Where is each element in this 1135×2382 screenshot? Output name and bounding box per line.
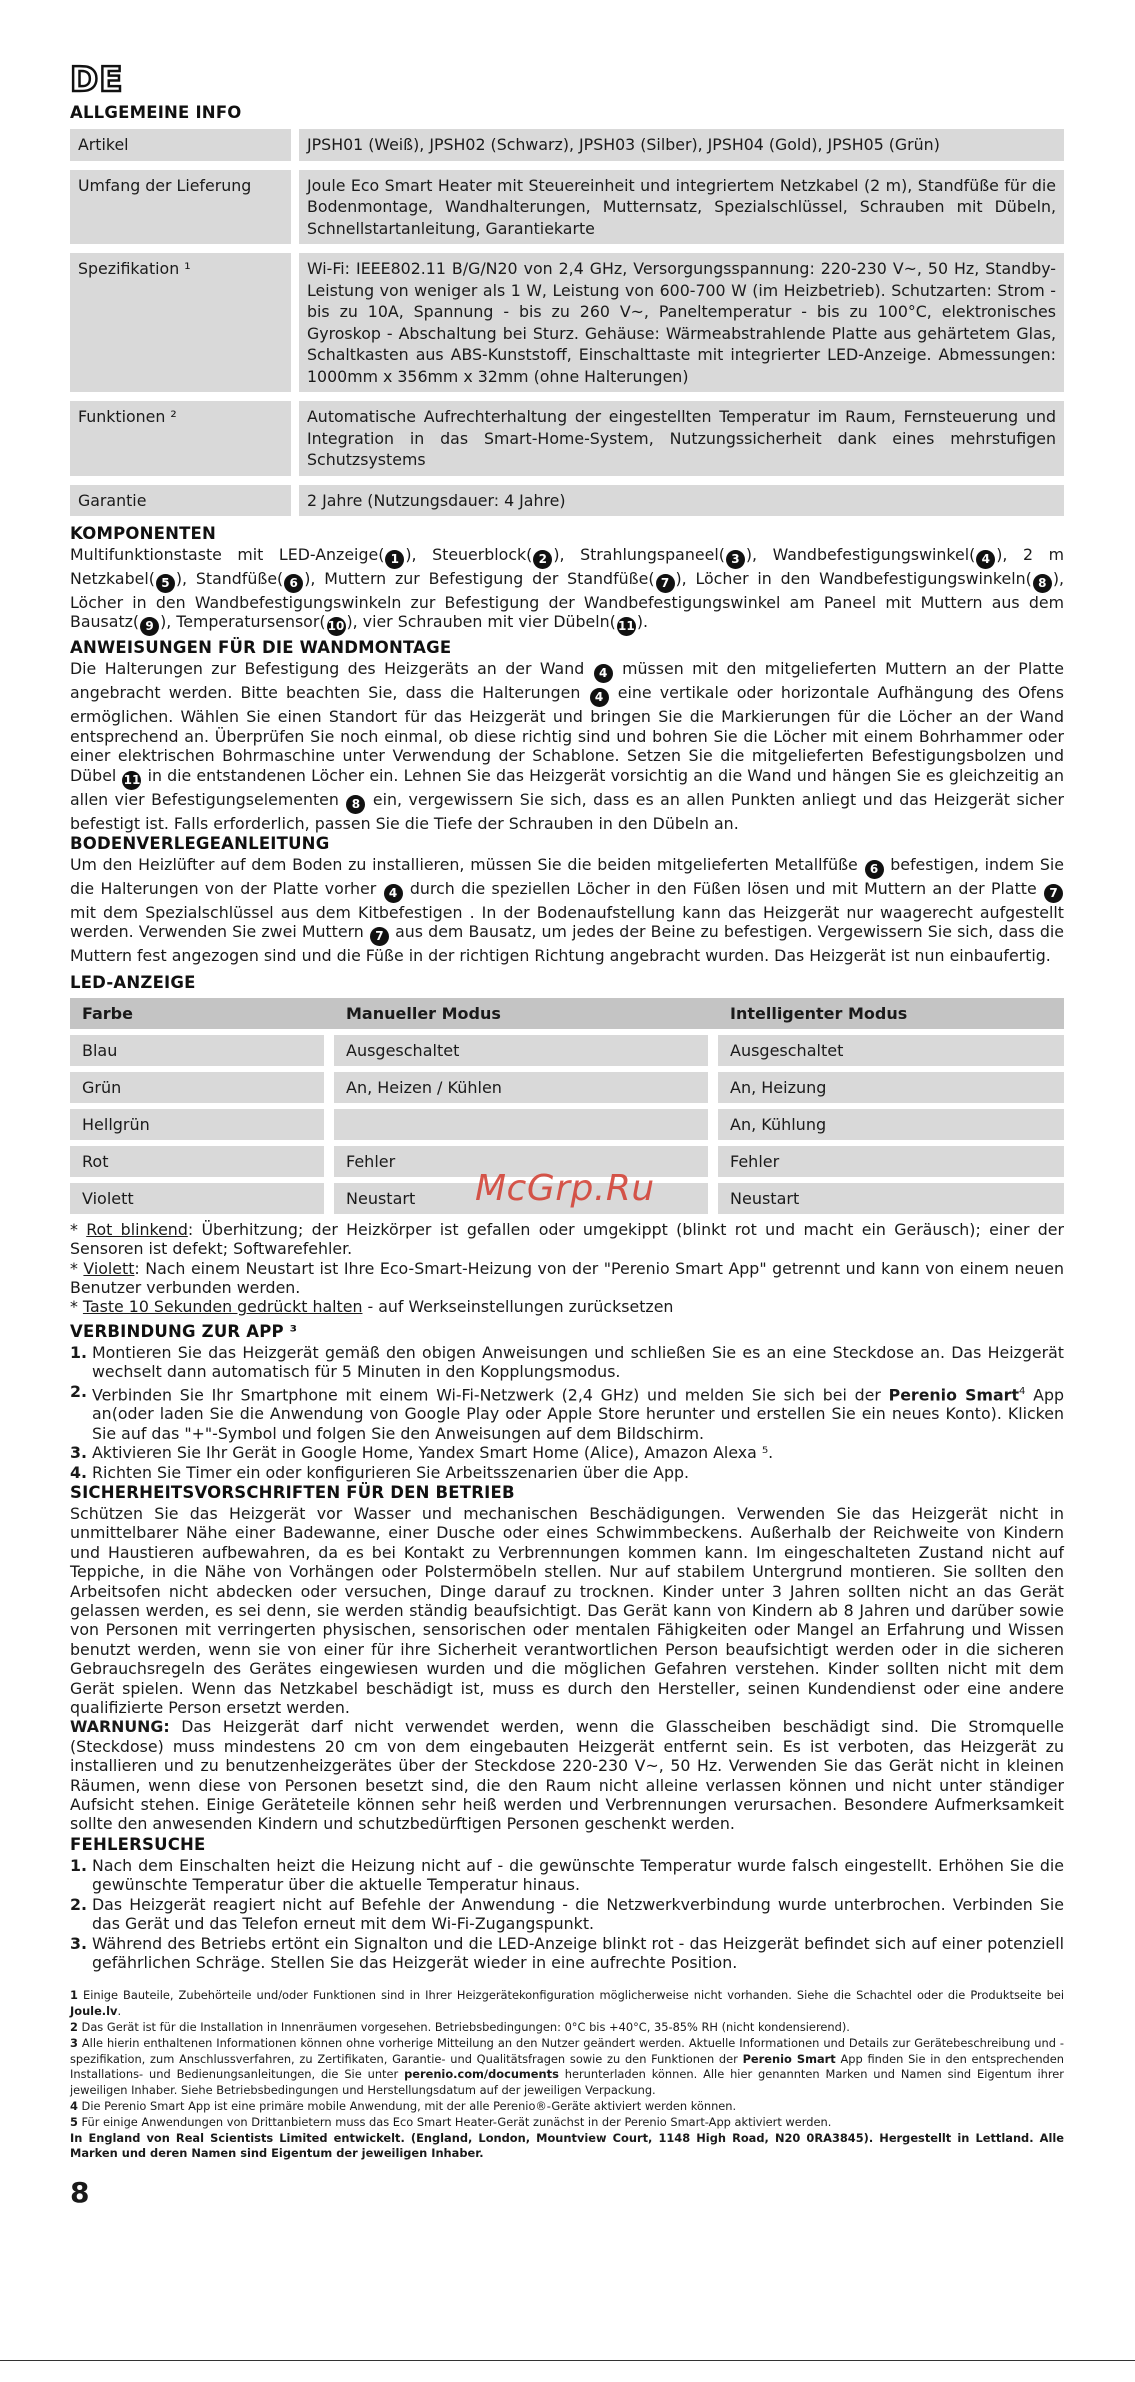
info-key: Garantie xyxy=(70,485,291,517)
step-text: Das Heizgerät reagiert nicht auf Befehle der Anwendung - die Netzwerkverbindung wurde unterbrochen. Verbinden Sie das Gerät und das Telefon erneut mit dem Wi-Fi-Zugangspunkt. xyxy=(92,1894,1064,1934)
text-fragment: durch die speziellen Löcher in den Füßen lösen und mit Muttern an der Platte xyxy=(403,879,1043,899)
info-key: Artikel xyxy=(70,129,291,161)
app-steps xyxy=(70,1343,1064,1482)
callout-number-icon: 10 xyxy=(327,617,346,636)
led-gap xyxy=(708,1183,718,1214)
text-fragment: in die entstandenen Löcher ein. Lehnen Sie das Heizgerät vorsichtig an die Wand und hängen Sie es gleichzeitig an allen vier Befestigungselementen xyxy=(70,765,1064,809)
app-heading: VERBINDUNG ZUR APP ³ xyxy=(70,1321,298,1341)
step-number: 1. xyxy=(70,1342,87,1362)
manual-page xyxy=(70,60,1064,2209)
led-notes xyxy=(70,1220,1064,1317)
step-number: 3. xyxy=(70,1933,87,1953)
led-cell: An, Kühlung xyxy=(718,1109,1064,1140)
led-cell: Violett xyxy=(70,1183,324,1214)
led-cell: An, Heizung xyxy=(718,1072,1064,1103)
footnote-5-number: 5 xyxy=(70,2114,78,2129)
joule-link[interactable]: Joule.lv xyxy=(70,2004,118,2019)
note-prefix: * xyxy=(70,1258,84,1278)
callout-number-icon: 4 xyxy=(594,664,613,683)
led-heading: LED-ANZEIGE xyxy=(70,972,196,992)
perenio-documents-link[interactable]: perenio.com/documents xyxy=(404,2067,559,2082)
led-row xyxy=(70,1035,1064,1066)
app-step xyxy=(70,1343,1064,1382)
general-info-heading: ALLGEMEINE INFO xyxy=(70,103,242,122)
led-cell: Rot xyxy=(70,1146,324,1177)
troubleshooting-step xyxy=(70,1856,1064,1895)
note-term: Rot blinkend xyxy=(86,1219,188,1239)
callout-number-icon: 11 xyxy=(122,771,141,790)
led-gap xyxy=(708,1035,718,1066)
app-step xyxy=(70,1463,1064,1482)
text-fragment: ), Muttern zur Befestigung der Standfüße( xyxy=(304,569,655,588)
app-step xyxy=(70,1382,1064,1443)
info-key: Spezifikation ¹ xyxy=(70,253,291,392)
info-row xyxy=(70,253,1064,392)
footnote-ref: 4 xyxy=(1019,1385,1026,1397)
footnote-4-text: Die Perenio Smart App ist eine primäre mobile Anwendung, mit der alle Perenio®-Geräte aktiviert werden können. xyxy=(77,2098,737,2113)
floor-mounting-heading: BODENVERLEGEANLEITUNG xyxy=(70,834,330,854)
led-cell: Neustart xyxy=(718,1183,1064,1214)
callout-number-icon: 8 xyxy=(346,795,365,814)
callout-number-icon: 4 xyxy=(384,884,403,903)
text-fragment: Multifunktionstaste mit LED-Anzeige( xyxy=(70,545,385,564)
floor-mounting-text xyxy=(70,855,1064,966)
led-gap xyxy=(324,998,334,1029)
led-gap xyxy=(324,1109,334,1140)
callout-number-icon: 5 xyxy=(156,574,175,593)
led-gap xyxy=(708,998,718,1029)
text-fragment: ). xyxy=(636,612,649,632)
led-column-header: Manueller Modus xyxy=(334,998,708,1029)
text-fragment: ), Temperatursensor( xyxy=(160,612,326,632)
components-text xyxy=(70,545,1064,636)
led-column-header: Intelligenter Modus xyxy=(718,998,1064,1029)
text-fragment: Die Halterungen zur Befestigung des Heizgeräts an der Wand xyxy=(70,659,593,679)
bottom-rule xyxy=(0,2360,1135,2361)
step-text: Verbinden Sie Ihr Smartphone mit einem Wi-Fi-Netzwerk (2,4 GHz) und melden Sie sich bei der xyxy=(92,1384,889,1404)
led-note xyxy=(70,1259,1064,1298)
info-gap xyxy=(291,253,299,392)
info-value: 2 Jahre (Nutzungsdauer: 4 Jahre) xyxy=(299,485,1064,517)
text-fragment: ), Standfüße( xyxy=(175,569,284,588)
step-text: Während des Betriebs ertönt ein Signalton und die LED-Anzeige blinkt rot - das Heizgerät befindet sich auf einer potenziell gefährlichen Schräge. Stellen Sie das Heizgerät wieder in eine aufrechte Position. xyxy=(92,1933,1064,1972)
info-row xyxy=(70,401,1064,476)
components-heading: KOMPONENTEN xyxy=(70,524,217,543)
troubleshooting-step xyxy=(70,1934,1064,1973)
wall-mounting-heading: ANWEISUNGEN FÜR DIE WANDMONTAGE xyxy=(70,638,452,658)
troubleshooting-heading: FEHLERSUCHE xyxy=(70,1834,206,1854)
step-number: 1. xyxy=(70,1855,87,1875)
text-fragment: aus dem Bausatz, um jedes der Beine zu befestigen. Vergewissern Sie sich, dass die Muttern fest angezogen sind und die Füße in der richtigen Richtung angebracht wurden. Das Heizgerät ist nun einbaufertig. xyxy=(70,922,1064,966)
text-fragment: mit dem Spezialschlüssel aus dem Kitbefestigen . In der Bodenaufstellung kann das Heizgerät nur waagerecht aufgestellt werden. Verwenden Sie zwei Muttern xyxy=(70,903,1064,942)
warning-label: WARNUNG: xyxy=(70,1717,170,1737)
led-cell: Ausgeschaltet xyxy=(334,1035,708,1066)
app-step xyxy=(70,1443,1064,1462)
safety-text: Schützen Sie das Heizgerät vor Wasser und mechanischen Beschädigungen. Verwenden Sie das Heizgerät nicht in unmittelbarer Nähe einer Badewanne, einer Dusche oder eines Schwimmbeckens. Außerhalb der Reichweite von Kindern und Haustieren aufbewahren, da es bei Kontakt zu Verbrennungen kommen kann. Im eingeschalteten Zustand nicht auf Teppiche, in die Nähe von Vorhängen oder Polstermöbeln stellen. Nur auf stabilem Untergrund montieren. Sie sollten den Arbeitsofen nicht abdecken oder versuchen, Dinge darauf zu trocknen. Kinder unter 3 Jahren sollten nicht an das Gerät gelassen werden, es sei denn, sie werden ständig beaufsichtigt. Das Gerät kann von Kindern ab 8 Jahren und darüber sowie von Personen mit verringerten physischen, sensorischen oder mentalen Fähigkeiten oder Mangel an Erfahrung und Wissen benutzt werden, wenn sie von einer für ihre Sicherheit verantwortlichen Person beaufsichtigt werden oder in die sicheren Gebrauchsregeln des Gerätes eingewiesen wurden und die möglichen Gefahren verstehen. Kinder sollten nicht mit dem Gerät spielen. Wenn das Netzkabel beschädigt ist, muss es durch den Hersteller, seinen Kundendienst oder eine andere qualifizierte Person ersetzt werden. xyxy=(70,1503,1064,1718)
wall-mounting-text xyxy=(70,659,1064,833)
callout-number-icon: 11 xyxy=(617,617,636,636)
app-name: Perenio Smart xyxy=(888,1384,1020,1404)
warning-text xyxy=(70,1717,1064,1833)
info-row xyxy=(70,170,1064,245)
step-text: Aktivieren Sie Ihr Gerät in Google Home, Yandex Smart Home (Alice), Amazon Alexa ⁵. xyxy=(92,1443,774,1463)
troubleshooting-step xyxy=(70,1895,1064,1934)
led-column-header: Farbe xyxy=(70,998,324,1029)
led-cell xyxy=(334,1109,708,1140)
info-value: Wi-Fi: IEEE802.11 B/G/N20 von 2,4 GHz, Versorgungsspannung: 220-230 V~, 50 Hz, Standby-Leistung von weniger als 1 W, Leistung von 600-700 W (im Heizbetrieb). Schutzarten: Strom - bis zu 10A, Spannung - bis zu 260 V~, Paneltemperatur - bis zu 100°C, elektronisches Gyroskop - Abschaltung bei Sturz. Gehäuse: Wärmeabstrahlende Platte aus gehärtetem Glas, Schaltkasten aus ABS-Kunststoff, Einschalttaste mit integrierter LED-Anzeige. Abmessungen: 1000mm x 356mm x 32mm (ohne Halterungen) xyxy=(299,253,1064,392)
led-cell: Neustart xyxy=(334,1183,708,1214)
led-header-row xyxy=(70,998,1064,1029)
general-info-table xyxy=(70,120,1064,525)
info-key: Funktionen ² xyxy=(70,401,291,476)
footnote-3 xyxy=(70,2036,1064,2099)
info-value: JPSH01 (Weiß), JPSH02 (Schwarz), JPSH03 (Silber), JPSH04 (Gold), JPSH05 (Grün) xyxy=(299,129,1064,161)
text-fragment: ), Löcher in den Wandbefestigungswinkeln zur Befestigung der Wandbefestigungswinkel am Paneel mit Muttern aus dem Bausatz( xyxy=(70,569,1064,632)
footnote-4-number: 4 xyxy=(70,2098,78,2113)
step-number: 2. xyxy=(70,1381,87,1401)
note-term: Taste 10 Sekunden gedrückt halten xyxy=(82,1297,363,1317)
note-term: Violett xyxy=(83,1258,135,1278)
led-cell: Blau xyxy=(70,1035,324,1066)
footnote-3-mid: App finden Sie in den entsprechenden Installations- und Bedienungsanleitungen, die Sie unter xyxy=(70,2051,1065,2082)
footnote-1-end: . xyxy=(117,2004,122,2019)
text-fragment: Um den Heizlüfter auf dem Boden zu installieren, müssen Sie die beiden mitgelieferten Metallfüße xyxy=(70,855,864,875)
step-text: Richten Sie Timer ein oder konfigurieren Sie Arbeitsszenarien über die App. xyxy=(92,1462,690,1482)
text-fragment: ), Wandbefestigungswinkel( xyxy=(745,545,976,564)
text-fragment: müssen mit den mitgelieferten Muttern an der Platte angebracht werden. Bitte beachten Sie, dass die Halterungen xyxy=(70,659,1064,703)
text-fragment: befestigen, indem Sie die Halterungen von der Platte vorher xyxy=(70,855,1064,899)
callout-number-icon: 7 xyxy=(370,927,389,946)
led-cell: Fehler xyxy=(334,1146,708,1177)
watermark-logo: McGrp.Ru xyxy=(475,1168,655,1209)
page-number: 8 xyxy=(70,2176,90,2210)
callout-number-icon: 6 xyxy=(865,860,884,879)
info-row xyxy=(70,485,1064,517)
footnote-4 xyxy=(70,2099,1064,2115)
info-value: Automatische Aufrechterhaltung der eingestellten Temperatur im Raum, Fernsteuerung und Integration in das Smart-Home-System, Nutzungssicherheit dank eines mehrstufigen Schutzsystems xyxy=(299,401,1064,476)
led-cell: Ausgeschaltet xyxy=(718,1035,1064,1066)
text-fragment: eine vertikale oder horizontale Aufhängung des Ofens ermöglichen. Wählen Sie einen Standort für das Heizgerät und bringen Sie die Markierungen für die Löcher an der Wand entsprechend an. Überprüfen Sie noch einmal, ob diese richtig sind und bohren Sie die Löcher mit einem Bohrhammer oder einer elektrischen Bohrmaschine unter Verwendung der Schablone. Setzen Sie die mitgelieferten Befestigungsbolzen und Dübel xyxy=(70,683,1064,785)
footnote-2 xyxy=(70,2020,1064,2036)
info-key: Umfang der Lieferung xyxy=(70,170,291,245)
led-gap xyxy=(324,1072,334,1103)
footnote-1-text: Einige Bauteile, Zubehörteile und/oder Funktionen sind in Ihrer Heizgerätekonfiguration möglicherweise nicht vorhanden. Siehe die Schachtel oder die Produktseite bei xyxy=(77,1988,1064,2003)
footnote-3-text: Alle hierin enthaltenen Informationen können ohne vorherige Mitteilung an den Nutzer geändert werden. Aktuelle Informationen und Details zur Gerätebeschreibung und -spezifikation, zum Anschlussverfahren, zu Zertifikaten, Garantie- und Qualitätsfragen sowie zu den Funktionen der xyxy=(70,2035,1064,2066)
text-fragment: ein, vergewissern Sie sich, dass es an allen Punkten anliegt und das Heizgerät sicher befestigt ist. Falls erforderlich, passen Sie die Tiefe der Schrauben in den Dübeln an. xyxy=(70,789,1065,833)
footnote-5 xyxy=(70,2115,1064,2131)
led-row xyxy=(70,1109,1064,1140)
perenio-smart-name: Perenio Smart xyxy=(742,2051,836,2066)
step-text: Nach dem Einschalten heizt die Heizung nicht auf - die gewünschte Temperatur wurde falsch eingestellt. Erhöhen Sie die gewünschte Temperatur über die aktuelle Temperatur hinaus. xyxy=(92,1855,1064,1895)
led-note xyxy=(70,1297,1064,1316)
step-text: Montieren Sie das Heizgerät gemäß den obigen Anweisungen und schließen Sie es an eine Steckdose an. Das Heizgerät wechselt dann automatisch für 5 Minuten in den Kopplungsmodus. xyxy=(92,1342,1064,1382)
info-gap xyxy=(291,129,299,161)
callout-number-icon: 4 xyxy=(590,688,609,707)
led-gap xyxy=(708,1072,718,1103)
footnote-3-end: herunterladen können. Alle hier genannten Marken und Namen sind Eigentum ihrer jeweiligen Inhaber. Siehe Betriebsbedingungen und Herstellungsdatum auf der jeweiligen Verpackung. xyxy=(70,2067,1064,2098)
callout-number-icon: 2 xyxy=(533,550,552,569)
step-text-end: App an(oder laden Sie die Anwendung von Google Play oder Apple Store herunter und erstellen Sie ein neues Konto). Klicken Sie auf das "+"-Symbol und folgen Sie den Anweisungen auf dem Bildschirm. xyxy=(92,1384,1065,1443)
footnote-1-number: 1 xyxy=(70,1988,78,2003)
led-cell: Fehler xyxy=(718,1146,1064,1177)
step-number: 2. xyxy=(70,1894,87,1914)
text-fragment: ), Löcher in den Wandbefestigungswinkeln( xyxy=(675,569,1032,588)
info-gap xyxy=(291,401,299,476)
footnote-2-number: 2 xyxy=(70,2019,78,2034)
note-text: - auf Werkseinstellungen zurücksetzen xyxy=(362,1297,674,1317)
info-gap xyxy=(291,170,299,245)
callout-number-icon: 6 xyxy=(284,574,303,593)
footnote-2-text: Das Gerät ist für die Installation in Innenräumen vorgesehen. Betriebsbedingungen: 0°C bis +40°C, 35-85% RH (nicht kondensierend). xyxy=(77,2019,850,2034)
callout-number-icon: 7 xyxy=(1044,884,1063,903)
callout-number-icon: 4 xyxy=(976,550,995,569)
callout-number-icon: 1 xyxy=(385,550,404,569)
led-cell: An, Heizen / Kühlen xyxy=(334,1072,708,1103)
info-value: Joule Eco Smart Heater mit Steuereinheit und integriertem Netzkabel (2 m), Standfüße für die Bodenmontage, Wandhalterungen, Mutternsatz, Spezialschlüssel, Schrauben mit Dübeln, Schnellstartanleitung, Garantiekarte xyxy=(299,170,1064,245)
language-label: DE xyxy=(70,60,124,100)
step-number: 3. xyxy=(70,1443,87,1463)
safety-heading: SICHERHEITSVORSCHRIFTEN FÜR DEN BETRIEB xyxy=(70,1482,515,1502)
led-gap xyxy=(324,1035,334,1066)
led-row xyxy=(70,1072,1064,1103)
info-gap xyxy=(291,485,299,517)
text-fragment: ), 2 m Netzkabel( xyxy=(70,545,1064,588)
note-prefix: * xyxy=(70,1219,87,1239)
step-number: 4. xyxy=(70,1462,87,1482)
note-text: : Überhitzung; der Heizkörper ist gefallen oder umgekippt (blinkt rot und macht ein Geräusch); einer der Sensoren ist defekt; Softwarefehler. xyxy=(70,1219,1065,1259)
info-row xyxy=(70,129,1064,161)
footnote-1 xyxy=(70,1988,1064,2020)
note-text: : Nach einem Neustart ist Ihre Eco-Smart-Heizung von der "Perenio Smart App" getrennt und kann von einem neuen Benutzer verbunden werden. xyxy=(70,1258,1064,1298)
text-fragment: ), vier Schrauben mit vier Dübeln( xyxy=(346,612,616,632)
callout-number-icon: 3 xyxy=(726,550,745,569)
text-fragment: ), Strahlungspaneel( xyxy=(553,545,725,564)
led-gap xyxy=(708,1109,718,1140)
callout-number-icon: 8 xyxy=(1033,574,1052,593)
troubleshooting-steps xyxy=(70,1856,1064,1972)
warning-body: Das Heizgerät darf nicht verwendet werden, wenn die Glasscheiben beschädigt sind. Die Stromquelle (Steckdose) muss mindestens 20 cm von dem eingebauten Heizgerät entfernt sein. Es ist verboten, das Heizgerät zu installieren und zu benutzenheizgerätes über der Steckdose 220-230 V~, 50 Hz. Verwenden Sie das Gerät nicht in kleinen Räumen, wenn diese von Personen besetzt sind, die den Raum nicht alleine verlassen können und nicht unter ständiger Aufsicht stehen. Einige Geräteteile können sehr heiß werden und Verbrennungen verursachen. Besondere Aufmerksamkeit sollte den anwesenden Kindern und schutzbedürftigen Personen geschenkt werden. xyxy=(70,1717,1064,1834)
callout-number-icon: 9 xyxy=(140,617,159,636)
footnote-3-number: 3 xyxy=(70,2035,78,2050)
led-note xyxy=(70,1220,1064,1259)
footnote-5-text: Für einige Anwendungen von Drittanbietern muss das Eco Smart Heater-Gerät zunächst in der Perenio Smart-App aktiviert werden. xyxy=(77,2114,832,2129)
led-cell: Hellgrün xyxy=(70,1109,324,1140)
text-fragment: ), Steuerblock( xyxy=(405,545,533,564)
callout-number-icon: 7 xyxy=(656,574,675,593)
led-gap xyxy=(708,1146,718,1177)
note-prefix: * xyxy=(70,1297,83,1317)
led-gap xyxy=(324,1183,334,1214)
led-gap xyxy=(324,1146,334,1177)
company-info: In England von Real Scientists Limited entwickelt. (England, London, Mountview Court, 1148 High Road, N20 0RA3845). Hergestellt in Lettland. Alle Marken und deren Namen sind Eigentum der jeweiligen Inhaber. xyxy=(70,2130,1064,2161)
led-cell: Grün xyxy=(70,1072,324,1103)
